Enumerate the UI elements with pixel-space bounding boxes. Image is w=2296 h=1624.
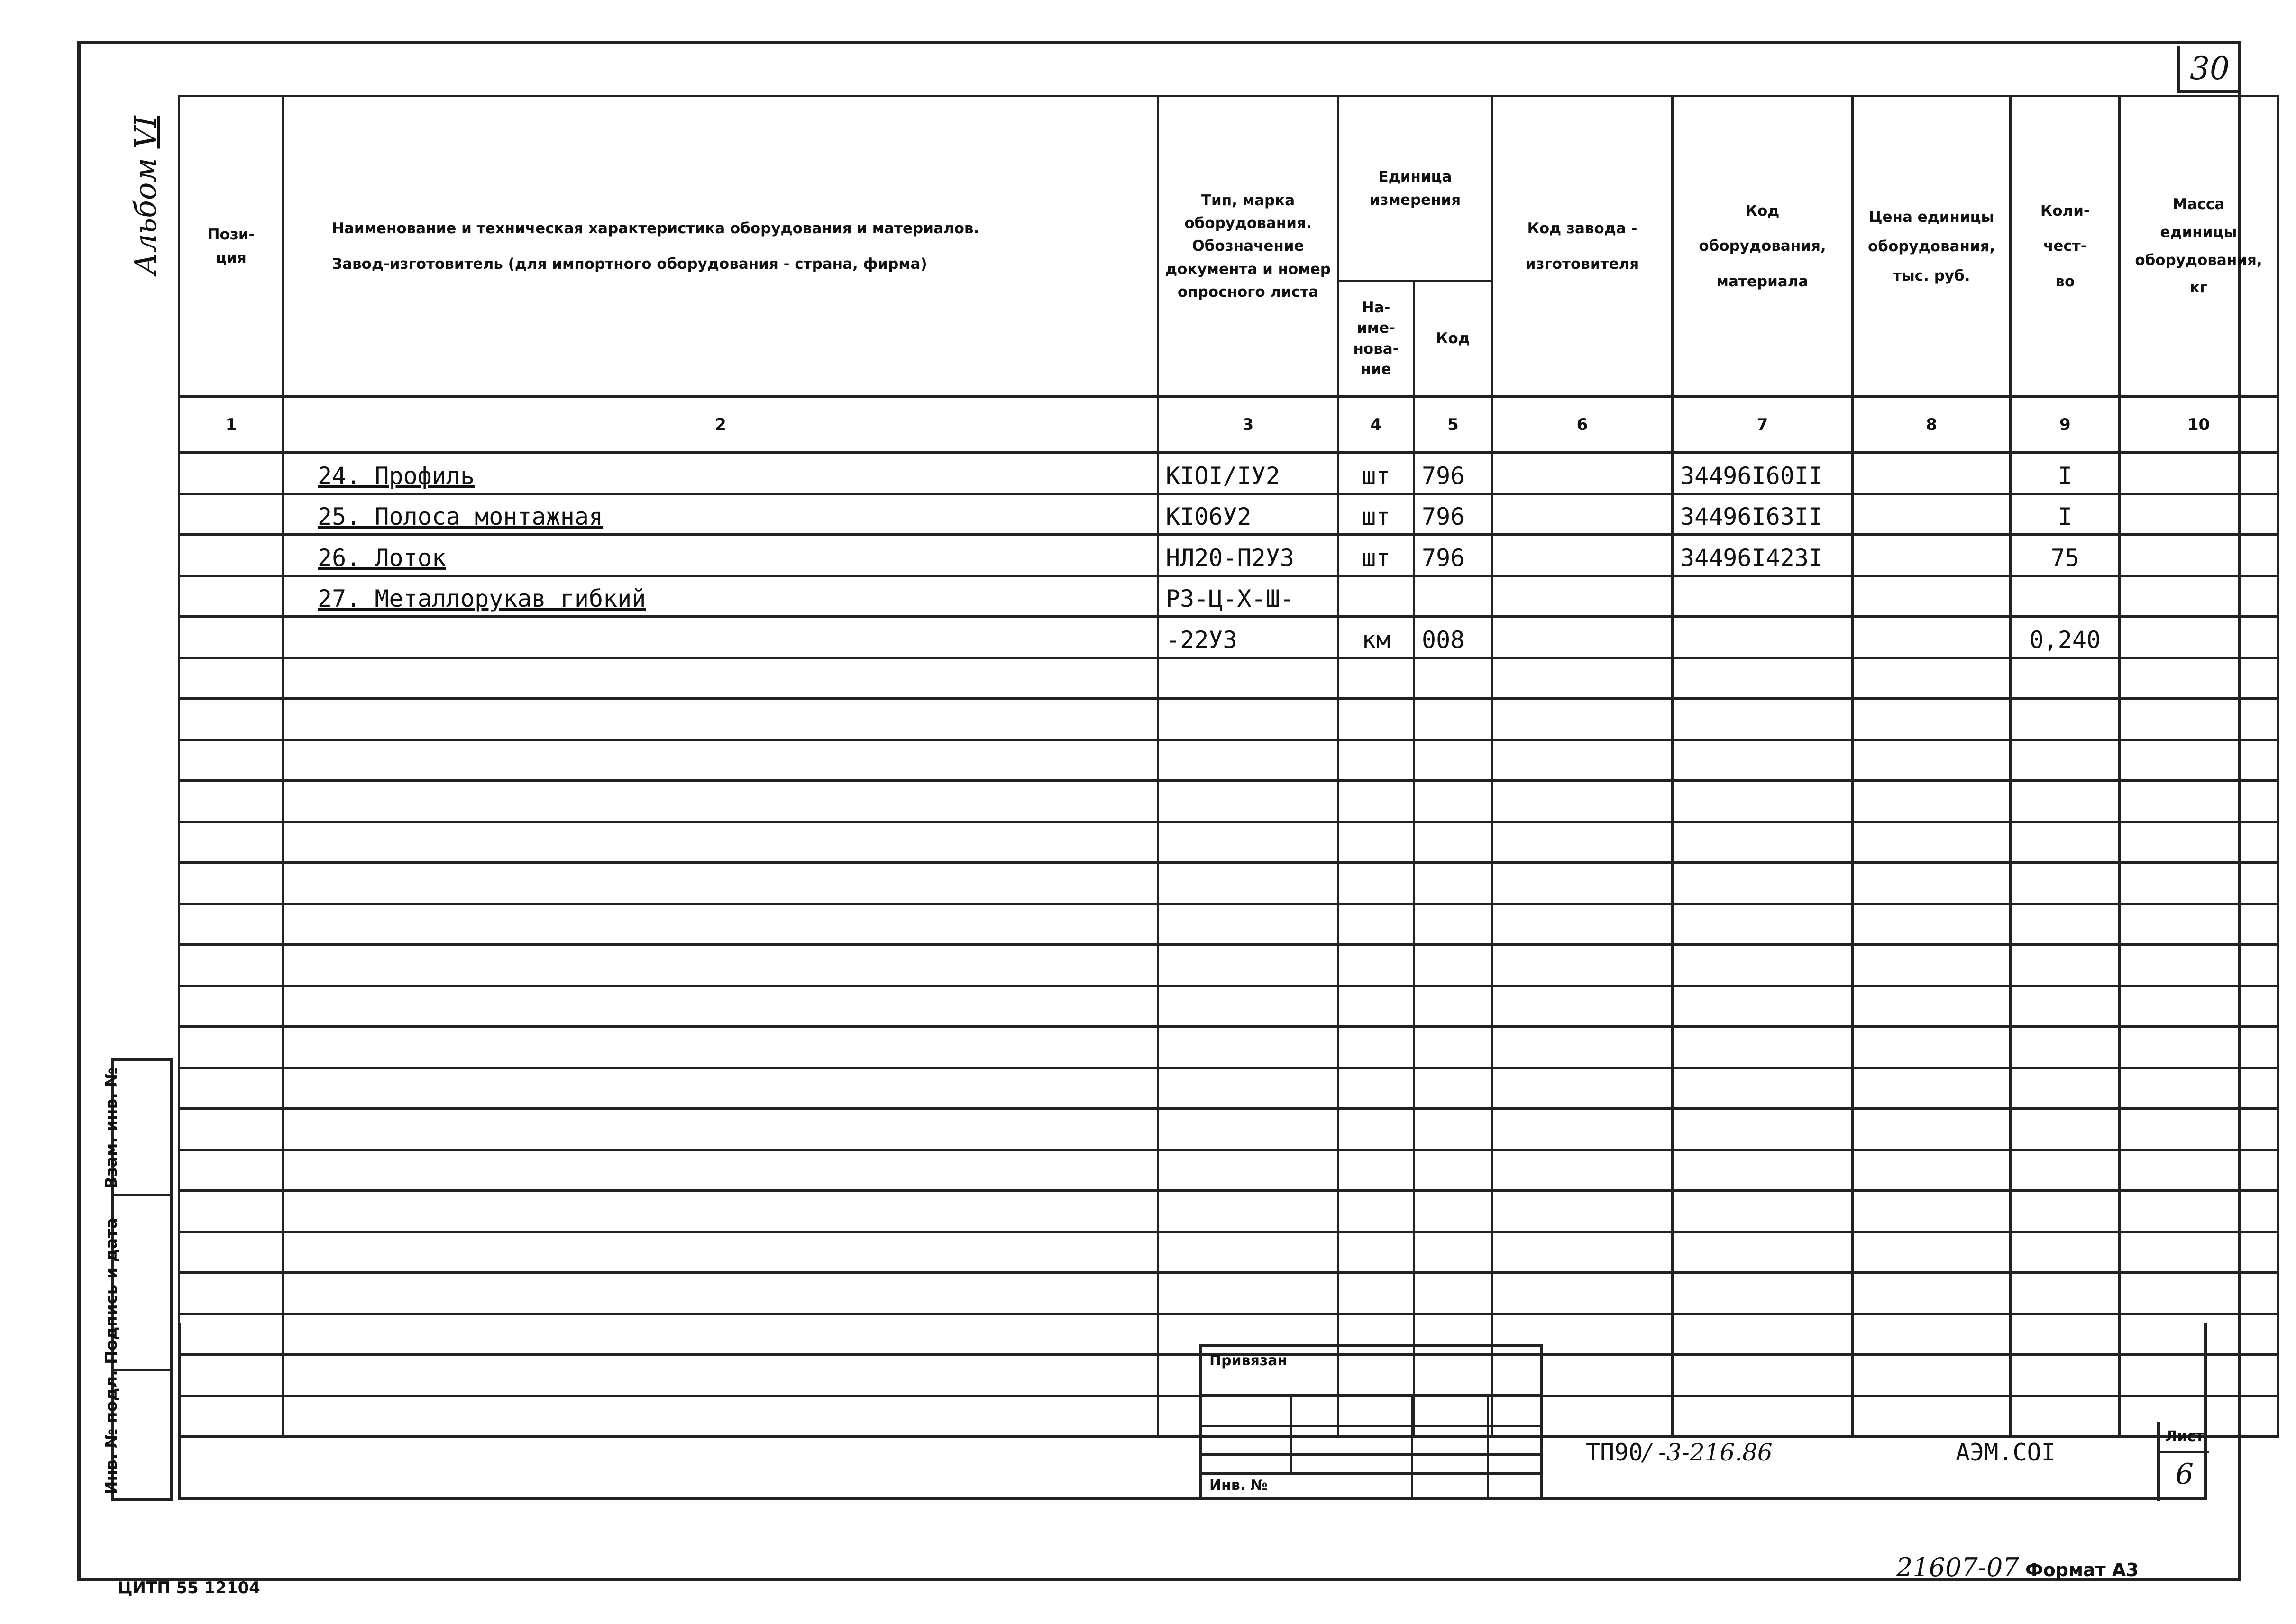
cell-code	[1414, 575, 1492, 617]
empty-cell	[1158, 985, 1338, 1027]
cell-price	[1853, 493, 2011, 535]
cell-unit: шт	[1338, 493, 1414, 535]
specification-table	[178, 95, 2279, 1438]
empty-cell	[2120, 863, 2278, 904]
empty-cell	[1414, 863, 1492, 904]
column-number-row	[179, 397, 2278, 453]
empty-row	[179, 985, 2278, 1027]
empty-cell	[1673, 1273, 1853, 1314]
header-qty: Коли- чест- во	[2011, 96, 2120, 397]
empty-cell	[1853, 1232, 2011, 1273]
cell-equip-code: 34496I60II	[1673, 453, 1853, 494]
empty-cell	[2120, 1273, 2278, 1314]
empty-cell	[1338, 657, 1414, 699]
empty-cell	[1158, 1150, 1338, 1191]
cell-pos	[179, 617, 284, 658]
empty-cell	[2011, 1273, 2120, 1314]
bound-line	[1202, 1425, 1540, 1427]
table-row	[179, 493, 2278, 535]
cell-qty	[2011, 575, 2120, 617]
column-number-cell: 3	[1158, 397, 1338, 453]
cell-equip-code: 34496I423I	[1673, 535, 1853, 576]
table-row	[179, 535, 2278, 576]
column-number-cell: 6	[1492, 397, 1673, 453]
sheet-corner-number: 30	[2177, 46, 2240, 93]
cell-name	[284, 453, 1158, 494]
empty-cell	[1492, 1067, 1673, 1109]
bound-title: Привязан	[1209, 1352, 1288, 1369]
column-number-cell: 7	[1673, 397, 1853, 453]
cell-price	[1853, 575, 2011, 617]
header-unit-code: Код	[1414, 281, 1492, 397]
empty-row	[179, 945, 2278, 986]
empty-cell	[1853, 781, 2011, 822]
empty-cell	[2120, 985, 2278, 1027]
empty-cell	[1414, 821, 1492, 863]
empty-cell	[284, 903, 1158, 945]
cell-qty: I	[2011, 453, 2120, 494]
header-equip-code: Код оборудования, материала	[1673, 96, 1853, 397]
header-price: Цена единицы оборудования, тыс. руб.	[1853, 96, 2011, 397]
empty-cell	[1492, 985, 1673, 1027]
empty-cell	[1338, 821, 1414, 863]
empty-cell	[179, 945, 284, 986]
empty-cell	[1492, 1273, 1673, 1314]
empty-cell	[1414, 1109, 1492, 1150]
cell-name	[284, 535, 1158, 576]
empty-cell	[2011, 699, 2120, 740]
cell-name	[284, 575, 1158, 617]
item-name: 25. Полоса монтажная	[318, 503, 604, 530]
empty-row	[179, 699, 2278, 740]
table-row	[179, 453, 2278, 494]
empty-cell	[1492, 1191, 1673, 1232]
empty-cell	[1158, 1273, 1338, 1314]
cell-pos	[179, 575, 284, 617]
footer-doc-number: 21607-07	[1896, 1552, 2019, 1582]
column-number-cell: 1	[179, 397, 284, 453]
empty-cell	[1338, 1273, 1414, 1314]
empty-cell	[1158, 781, 1338, 822]
empty-cell	[1853, 821, 2011, 863]
empty-cell	[2011, 863, 2120, 904]
empty-cell	[1414, 945, 1492, 986]
cell-qty: I	[2011, 493, 2120, 535]
empty-cell	[1673, 1027, 1853, 1068]
empty-cell	[2011, 1191, 2120, 1232]
bound-line	[1202, 1453, 1540, 1456]
empty-cell	[1853, 1109, 2011, 1150]
empty-cell	[1414, 739, 1492, 781]
empty-cell	[1158, 821, 1338, 863]
empty-cell	[1492, 739, 1673, 781]
empty-cell	[2120, 1191, 2278, 1232]
empty-row	[179, 739, 2278, 781]
empty-row	[179, 1150, 2278, 1191]
empty-cell	[1492, 781, 1673, 822]
bound-divider	[1290, 1394, 1292, 1472]
empty-cell	[1158, 1191, 1338, 1232]
cell-mass	[2120, 453, 2278, 494]
cell-price	[1853, 617, 2011, 658]
cell-unit: км	[1338, 617, 1414, 658]
empty-cell	[1492, 699, 1673, 740]
cell-unit: шт	[1338, 453, 1414, 494]
sheet-label: Лист	[2160, 1422, 2209, 1453]
empty-cell	[1414, 1273, 1492, 1314]
empty-cell	[179, 781, 284, 822]
cell-mass	[2120, 617, 2278, 658]
cell-code: 008	[1414, 617, 1492, 658]
column-number-cell: 2	[284, 397, 1158, 453]
empty-cell	[1492, 821, 1673, 863]
empty-cell	[1853, 739, 2011, 781]
empty-cell	[1414, 781, 1492, 822]
table-row	[179, 617, 2278, 658]
column-number-cell: 9	[2011, 397, 2120, 453]
empty-cell	[284, 1067, 1158, 1109]
empty-cell	[1673, 1109, 1853, 1150]
empty-cell	[179, 1150, 284, 1191]
empty-cell	[2120, 1027, 2278, 1068]
empty-cell	[1158, 1109, 1338, 1150]
empty-cell	[1414, 903, 1492, 945]
empty-cell	[1673, 699, 1853, 740]
empty-cell	[1158, 1067, 1338, 1109]
empty-cell	[284, 699, 1158, 740]
empty-cell	[284, 1232, 1158, 1273]
empty-cell	[284, 781, 1158, 822]
empty-cell	[1338, 739, 1414, 781]
empty-cell	[1414, 1150, 1492, 1191]
cell-plant	[1492, 493, 1673, 535]
empty-cell	[2011, 1232, 2120, 1273]
empty-cell	[2011, 903, 2120, 945]
cell-equip-code	[1673, 617, 1853, 658]
empty-row	[179, 657, 2278, 699]
empty-cell	[2011, 739, 2120, 781]
empty-cell	[1338, 1191, 1414, 1232]
album-word: Альбом	[128, 158, 163, 275]
table-row	[179, 575, 2278, 617]
empty-cell	[1338, 1027, 1414, 1068]
bound-stamp	[1199, 1344, 1543, 1500]
empty-cell	[2120, 1067, 2278, 1109]
stamp-vzam	[102, 1061, 170, 1196]
empty-cell	[1853, 1191, 2011, 1232]
document-code-suffix: / -3-216.86	[1643, 1439, 1773, 1466]
empty-cell	[2011, 1067, 2120, 1109]
item-name: 26. Лоток	[318, 544, 446, 572]
bound-inv: Инв. №	[1209, 1477, 1268, 1494]
empty-cell	[1853, 985, 2011, 1027]
empty-cell	[2120, 821, 2278, 863]
empty-cell	[1673, 945, 1853, 986]
empty-cell	[2120, 1109, 2278, 1150]
empty-cell	[1338, 863, 1414, 904]
empty-cell	[1158, 945, 1338, 986]
empty-cell	[1414, 699, 1492, 740]
footer-print-code: ЦИТП 55 12104	[118, 1578, 260, 1597]
empty-cell	[179, 739, 284, 781]
empty-cell	[2011, 781, 2120, 822]
empty-cell	[284, 1027, 1158, 1068]
document-mark: АЭМ.COI	[1956, 1439, 2056, 1466]
empty-cell	[1414, 985, 1492, 1027]
empty-cell	[1414, 657, 1492, 699]
empty-cell	[179, 863, 284, 904]
empty-cell	[1158, 1232, 1338, 1273]
empty-cell	[179, 903, 284, 945]
cell-plant	[1492, 535, 1673, 576]
empty-cell	[1853, 1150, 2011, 1191]
empty-cell	[179, 1191, 284, 1232]
cell-code: 796	[1414, 535, 1492, 576]
empty-cell	[1414, 1067, 1492, 1109]
empty-cell	[284, 739, 1158, 781]
empty-cell	[179, 1067, 284, 1109]
empty-cell	[1673, 739, 1853, 781]
cell-code: 796	[1414, 453, 1492, 494]
header-plant-code: Код завода - изготовителя	[1492, 96, 1673, 397]
side-stamp	[102, 1058, 173, 1501]
empty-cell	[2011, 657, 2120, 699]
empty-cell	[1158, 657, 1338, 699]
title-block-area	[178, 1323, 2207, 1500]
bound-divider	[1411, 1394, 1413, 1497]
column-number-cell: 10	[2120, 397, 2278, 453]
empty-cell	[2120, 1150, 2278, 1191]
empty-cell	[1853, 945, 2011, 986]
empty-cell	[179, 1232, 284, 1273]
cell-unit	[1338, 575, 1414, 617]
empty-cell	[1673, 863, 1853, 904]
footer-format	[1896, 1552, 2139, 1582]
empty-cell	[179, 1273, 284, 1314]
item-name: 27. Металлорукав гибкий	[318, 585, 646, 612]
empty-cell	[2011, 1150, 2120, 1191]
empty-cell	[1492, 903, 1673, 945]
empty-cell	[1673, 1150, 1853, 1191]
cell-unit: шт	[1338, 535, 1414, 576]
empty-cell	[2011, 985, 2120, 1027]
empty-cell	[1673, 821, 1853, 863]
empty-row	[179, 1027, 2278, 1068]
empty-cell	[1338, 1232, 1414, 1273]
empty-cell	[1853, 657, 2011, 699]
empty-cell	[1853, 699, 2011, 740]
empty-cell	[1673, 903, 1853, 945]
header-unit-name: На- име- нова- ние	[1338, 281, 1414, 397]
empty-cell	[1414, 1232, 1492, 1273]
empty-cell	[1853, 1067, 2011, 1109]
empty-cell	[2120, 699, 2278, 740]
empty-cell	[284, 821, 1158, 863]
empty-cell	[284, 985, 1158, 1027]
empty-row	[179, 1191, 2278, 1232]
stamp-vzam-label: Взам. инв. №	[102, 1067, 121, 1189]
empty-cell	[284, 1109, 1158, 1150]
cell-plant	[1492, 575, 1673, 617]
empty-cell	[2120, 657, 2278, 699]
cell-type: КI06У2	[1158, 493, 1338, 535]
album-number: VI	[128, 116, 163, 149]
empty-row	[179, 1273, 2278, 1314]
empty-cell	[1338, 985, 1414, 1027]
empty-cell	[284, 863, 1158, 904]
header-mass: Масса единицы оборудования, кг	[2120, 96, 2278, 397]
cell-equip-code: 34496I63II	[1673, 493, 1853, 535]
empty-cell	[2120, 945, 2278, 986]
empty-cell	[1492, 863, 1673, 904]
empty-cell	[1414, 1027, 1492, 1068]
empty-cell	[1853, 1273, 2011, 1314]
empty-cell	[2120, 903, 2278, 945]
stamp-inv-podl	[102, 1369, 170, 1499]
empty-cell	[1338, 1067, 1414, 1109]
empty-cell	[179, 821, 284, 863]
empty-row	[179, 821, 2278, 863]
empty-cell	[1492, 945, 1673, 986]
cell-type: -22У3	[1158, 617, 1338, 658]
stamp-podpis	[102, 1196, 170, 1371]
cell-plant	[1492, 453, 1673, 494]
empty-cell	[2011, 1109, 2120, 1150]
empty-cell	[1338, 1109, 1414, 1150]
empty-row	[179, 903, 2278, 945]
empty-cell	[1338, 903, 1414, 945]
empty-row	[179, 1109, 2278, 1150]
empty-cell	[179, 985, 284, 1027]
empty-cell	[1853, 903, 2011, 945]
empty-cell	[179, 699, 284, 740]
cell-equip-code	[1673, 575, 1853, 617]
empty-cell	[1158, 903, 1338, 945]
empty-cell	[2120, 1232, 2278, 1273]
empty-cell	[1158, 699, 1338, 740]
empty-cell	[1338, 699, 1414, 740]
cell-name	[284, 617, 1158, 658]
empty-row	[179, 1232, 2278, 1273]
bound-divider	[1487, 1394, 1489, 1497]
cell-price	[1853, 535, 2011, 576]
cell-plant	[1492, 617, 1673, 658]
empty-cell	[1673, 1232, 1853, 1273]
empty-row	[179, 863, 2278, 904]
empty-cell	[1492, 657, 1673, 699]
empty-cell	[179, 1109, 284, 1150]
empty-cell	[2011, 1027, 2120, 1068]
empty-cell	[1338, 781, 1414, 822]
empty-cell	[1673, 657, 1853, 699]
cell-mass	[2120, 535, 2278, 576]
cell-type: КIOI/IУ2	[1158, 453, 1338, 494]
cell-type: НЛ20-П2У3	[1158, 535, 1338, 576]
empty-cell	[1158, 1027, 1338, 1068]
empty-cell	[284, 1191, 1158, 1232]
empty-cell	[1492, 1232, 1673, 1273]
column-number-cell: 8	[1853, 397, 2011, 453]
cell-type: Р3-Ц-Х-Ш-	[1158, 575, 1338, 617]
empty-cell	[284, 657, 1158, 699]
empty-cell	[284, 1273, 1158, 1314]
column-number-cell: 5	[1414, 397, 1492, 453]
empty-cell	[1673, 1067, 1853, 1109]
empty-cell	[1414, 1191, 1492, 1232]
empty-row	[179, 1067, 2278, 1109]
empty-cell	[2011, 821, 2120, 863]
header-position: Пози- ция	[179, 96, 284, 397]
sheet-box	[2157, 1422, 2209, 1501]
empty-cell	[1673, 985, 1853, 1027]
cell-price	[1853, 453, 2011, 494]
empty-cell	[1853, 863, 2011, 904]
empty-cell	[1673, 1191, 1853, 1232]
cell-mass	[2120, 575, 2278, 617]
item-name: 24. Профиль	[318, 462, 475, 490]
header-unit: Единица измерения	[1338, 96, 1492, 281]
empty-cell	[2120, 781, 2278, 822]
document-code-prefix: ТП90	[1586, 1439, 1643, 1466]
empty-row	[179, 781, 2278, 822]
sheet-number: 6	[2175, 1458, 2194, 1491]
empty-cell	[1492, 1109, 1673, 1150]
header-type: Тип, марка оборудования. Обозначение документа и номер опросного листа	[1158, 96, 1338, 397]
cell-pos	[179, 535, 284, 576]
cell-qty: 75	[2011, 535, 2120, 576]
cell-pos	[179, 453, 284, 494]
header-name: Наименование и техническая характеристика оборудования и материалов. Завод-изготовитель (для импортного оборудования - страна, фирма)	[284, 96, 1158, 397]
empty-cell	[1492, 1027, 1673, 1068]
empty-cell	[179, 657, 284, 699]
cell-code: 796	[1414, 493, 1492, 535]
empty-cell	[284, 945, 1158, 986]
document-code	[1586, 1439, 1773, 1466]
column-number-cell: 4	[1338, 397, 1414, 453]
stamp-podpis-label: Подпись и дата	[102, 1218, 121, 1364]
bound-line	[1202, 1394, 1540, 1396]
cell-pos	[179, 493, 284, 535]
empty-cell	[2120, 739, 2278, 781]
album-label	[128, 116, 163, 275]
bound-line	[1202, 1472, 1540, 1475]
cell-mass	[2120, 493, 2278, 535]
cell-qty: 0,240	[2011, 617, 2120, 658]
empty-cell	[1338, 945, 1414, 986]
cell-name	[284, 493, 1158, 535]
empty-cell	[1673, 781, 1853, 822]
empty-cell	[1853, 1027, 2011, 1068]
footer-format-label: Формат А3	[2025, 1560, 2139, 1580]
empty-cell	[1492, 1150, 1673, 1191]
empty-cell	[1338, 1150, 1414, 1191]
empty-cell	[1158, 739, 1338, 781]
stamp-inv-podl-label: Инв. № подл.	[102, 1369, 121, 1495]
empty-cell	[179, 1027, 284, 1068]
empty-cell	[2011, 945, 2120, 986]
empty-cell	[284, 1150, 1158, 1191]
empty-cell	[1158, 863, 1338, 904]
